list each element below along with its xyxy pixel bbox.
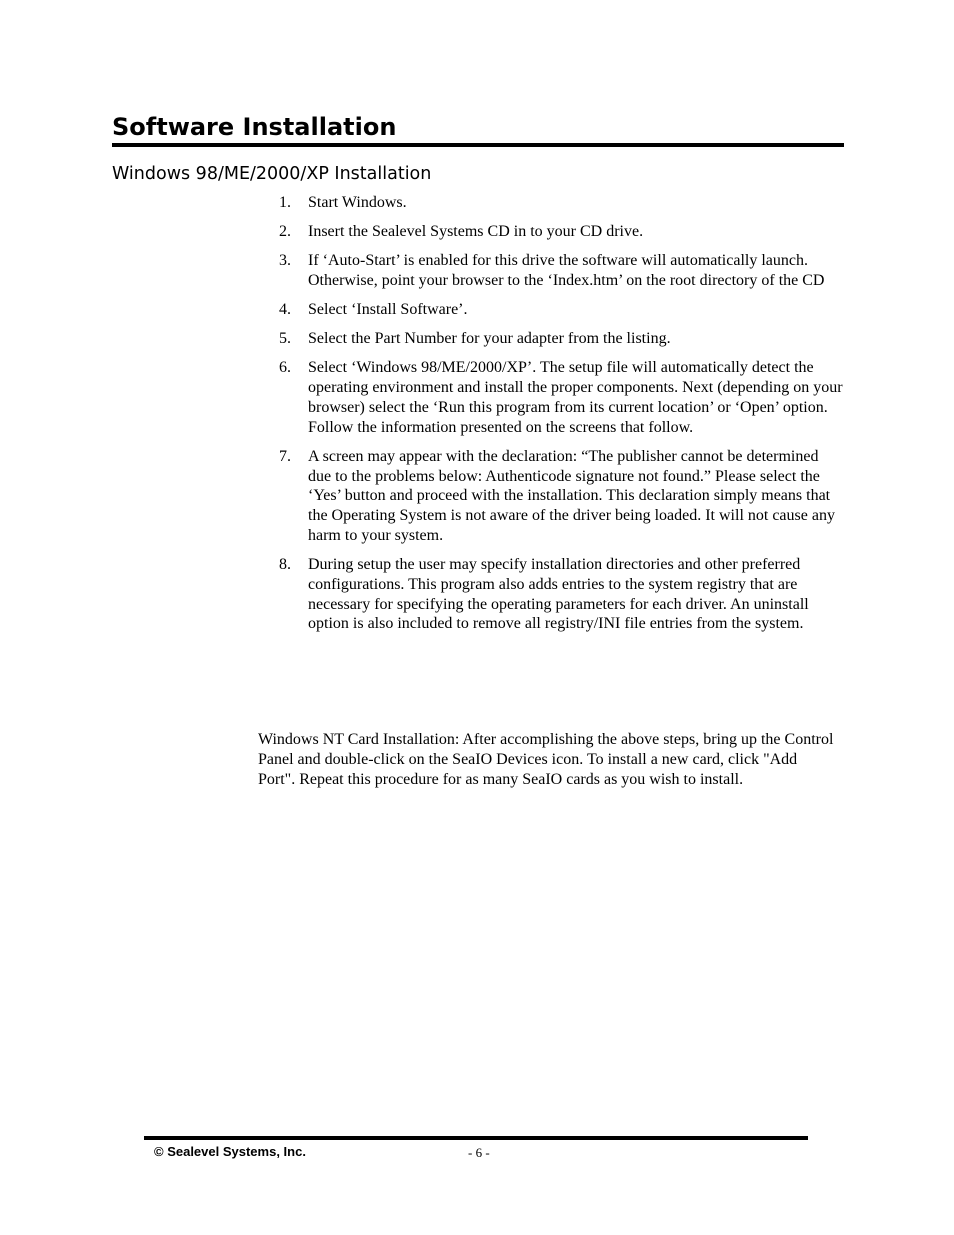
step-number: 6. [279,359,291,377]
step-number: 8. [279,556,291,574]
step-text: During setup the user may specify installation directories and other preferred configurations. This program also adds entries to the system registry that are necessary for specifying the operating parameters for each driver. An uninstall option is also included to remove all registry/INI file entries from the system. [308,556,809,633]
step-number: 7. [279,447,291,465]
step-number: 3. [279,252,291,270]
step-item [279,329,845,349]
step-number: 5. [279,330,291,348]
installation-steps-list [279,193,845,644]
section-heading: Windows 98/ME/2000/XP Installation [112,164,432,184]
step-item [279,447,845,546]
step-text: If ‘Auto-Start’ is enabled for this drive the software will automatically launch. Otherwise, point your browser to the ‘Index.htm’ on the root directory of the CD [308,252,825,289]
page-footer [144,1136,808,1160]
nt-installation-paragraph: Windows NT Card Installation: After accomplishing the above steps, bring up the Control Panel and double-click on the SeaIO Devices icon. To install a new card, click "Add Port". Repeat this procedure for as many SeaIO cards as you wish to install. [258,731,834,788]
step-item [279,222,845,242]
step-item [279,193,845,213]
step-item [279,555,845,634]
step-text: Insert the Sealevel Systems CD in to your CD drive. [308,223,644,241]
page-title: Software Installation [112,111,844,147]
step-number: 2. [279,223,291,241]
step-item [279,358,845,437]
step-text: Select ‘Windows 98/ME/2000/XP’. The setup file will automatically detect the operating environment and install the proper components. Next (depending on your browser) select the ‘Run this program from its current location’ or ‘Open’ option. Follow the information presented on the screens that follow. [308,359,843,436]
page-number: - 6 - [468,1145,490,1160]
step-text: A screen may appear with the declaration: “The publisher cannot be determined due to the problems below: Authenticode signature not found.” Please select the ‘Yes’ button and proceed with the installation. This declaration simply means that the Operating System is not aware of the driver being loaded. It will not cause any harm to your system. [308,447,835,544]
step-number: 1. [279,194,291,211]
step-item [279,300,845,320]
step-text: Select ‘Install Software’. [308,301,468,319]
footer-copyright: © Sealevel Systems, Inc. [154,1144,306,1159]
step-text: Start Windows. [308,194,407,211]
step-item [279,251,845,291]
step-text: Select the Part Number for your adapter from the listing. [308,330,671,348]
step-number: 4. [279,301,291,319]
